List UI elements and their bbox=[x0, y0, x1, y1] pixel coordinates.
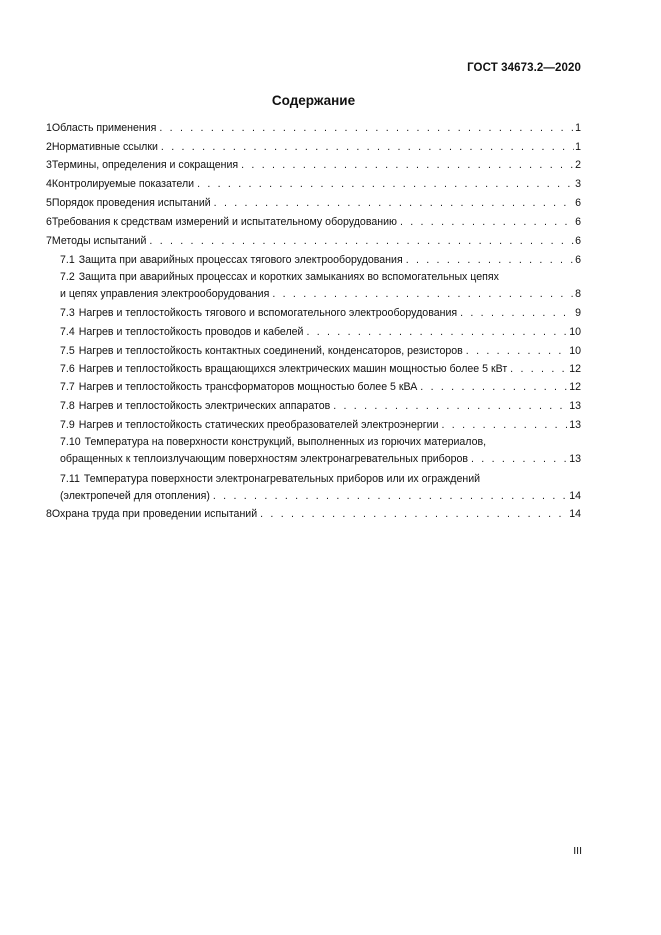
toc-entry[interactable] bbox=[46, 473, 581, 503]
toc-entry-title: Методы испытаний bbox=[51, 235, 147, 247]
toc-entry[interactable] bbox=[46, 122, 581, 135]
toc-entry[interactable] bbox=[46, 419, 581, 432]
toc-entry-number: 7.11 bbox=[60, 473, 80, 485]
toc-entry-page: 10 bbox=[569, 326, 581, 338]
toc-entry[interactable] bbox=[46, 400, 581, 413]
leader-dots bbox=[161, 141, 574, 154]
document-code: ГОСТ 34673.2—2020 bbox=[467, 62, 581, 74]
toc-entry-page: 14 bbox=[569, 508, 581, 520]
toc-entry-page: 1 bbox=[575, 122, 581, 134]
toc-entry-page: 3 bbox=[575, 178, 581, 190]
toc-entry-title-line1: Температура поверхности электронагревательных приборов или их ограждений bbox=[83, 473, 481, 485]
toc-entry-number: 7.6 bbox=[60, 363, 75, 375]
toc-entry[interactable] bbox=[46, 178, 581, 191]
toc-entry[interactable] bbox=[46, 381, 581, 394]
toc-entry-number: 7.1 bbox=[60, 254, 75, 266]
toc-entry[interactable] bbox=[46, 436, 581, 466]
toc-entry[interactable] bbox=[46, 235, 581, 248]
toc-entry[interactable] bbox=[46, 216, 581, 229]
toc-entry-number: 1 bbox=[46, 122, 52, 134]
toc-entry-number: 7.2 bbox=[60, 271, 75, 283]
toc-entry-number: 2 bbox=[46, 140, 52, 153]
toc-entry-page: 10 bbox=[569, 345, 581, 357]
toc-entry-title: Охрана труда при проведении испытаний bbox=[51, 508, 258, 520]
toc-entry-number: 7.7 bbox=[60, 381, 75, 393]
toc-entry-title: Нормативные ссылки bbox=[51, 140, 158, 153]
toc-entry-title: обращенных к теплоизлучающим поверхностям электронагревательных приборов bbox=[60, 453, 469, 465]
toc-entry-page: 6 bbox=[575, 197, 581, 209]
toc-entry-title: Нагрев и теплостойкость статических преобразователей электроэнергии bbox=[78, 419, 439, 431]
toc-entry[interactable] bbox=[46, 363, 581, 376]
leader-dots bbox=[406, 254, 574, 267]
toc-entry-title: Нагрев и теплостойкость вращающихся электрических машин мощностью более 5 кВт bbox=[78, 363, 508, 375]
toc-entry-number: 8 bbox=[46, 508, 52, 520]
toc-entry-number: 7.5 bbox=[60, 345, 75, 357]
leader-dots bbox=[241, 159, 574, 172]
toc-entry-page: 6 bbox=[575, 254, 581, 266]
toc-entry-page: 8 bbox=[575, 288, 581, 300]
toc-entry-page: 14 bbox=[569, 490, 581, 502]
toc-entry-title: и цепях управления электрооборудования bbox=[60, 288, 270, 300]
toc-entry[interactable] bbox=[46, 326, 581, 339]
page-number: III bbox=[573, 845, 582, 857]
leader-dots bbox=[306, 326, 568, 339]
toc-entry-page: 2 bbox=[575, 159, 581, 171]
toc-entry[interactable] bbox=[46, 345, 581, 358]
toc-entry-page: 1 bbox=[575, 140, 581, 153]
toc-entry-page: 12 bbox=[569, 381, 581, 393]
toc-entry[interactable] bbox=[46, 197, 581, 210]
leader-dots bbox=[460, 307, 574, 320]
leader-dots bbox=[149, 235, 574, 248]
leader-dots bbox=[272, 288, 574, 301]
toc-entry-number: 5 bbox=[46, 197, 52, 209]
toc-entry-number: 3 bbox=[46, 159, 52, 171]
toc-entry[interactable] bbox=[46, 159, 581, 172]
leader-dots bbox=[471, 453, 568, 466]
toc-entry-title: Нагрев и теплостойкость тягового и вспомогательного электрооборудования bbox=[78, 307, 458, 319]
toc-entry-title-line1: Защита при аварийных процессах и коротких замыканиях во вспомогательных цепях bbox=[78, 271, 499, 283]
toc-entry-page: 13 bbox=[569, 453, 581, 465]
toc-entry-page: 12 bbox=[569, 363, 581, 375]
toc-entry-title: Защита при аварийных процессах тягового электрооборудования bbox=[78, 254, 403, 266]
toc-entry[interactable] bbox=[46, 254, 581, 267]
toc-entry-page: 13 bbox=[569, 400, 581, 412]
toc-entry-title: Нагрев и теплостойкость трансформаторов мощностью более 5 кВА bbox=[78, 381, 418, 393]
toc-entry-title-line1: Температура на поверхности конструкций, выполненных из горючих материалов, bbox=[84, 436, 487, 448]
toc-entry-number: 7.9 bbox=[60, 419, 75, 431]
toc-entry[interactable] bbox=[46, 141, 581, 154]
toc-entry-page: 9 bbox=[575, 307, 581, 319]
leader-dots bbox=[420, 381, 568, 394]
toc-entry[interactable] bbox=[46, 271, 581, 301]
toc-entry-page: 6 bbox=[575, 235, 581, 247]
leader-dots bbox=[400, 216, 574, 229]
toc-entry-title: Порядок проведения испытаний bbox=[51, 197, 211, 209]
leader-dots bbox=[213, 490, 568, 503]
toc-entry-title: Нагрев и теплостойкость электрических аппаратов bbox=[78, 400, 331, 412]
leader-dots bbox=[197, 178, 574, 191]
leader-dots bbox=[260, 508, 568, 521]
toc-entry[interactable] bbox=[46, 508, 581, 521]
toc-entry-number: 4 bbox=[46, 178, 52, 190]
toc-entry-number: 7.4 bbox=[60, 326, 75, 338]
toc-entry-number: 7 bbox=[46, 235, 52, 247]
leader-dots bbox=[510, 363, 568, 376]
toc-entry-title: Требования к средствам измерений и испытательному оборудованию bbox=[51, 216, 397, 228]
toc-entry-title: Контролируемые показатели bbox=[51, 178, 195, 190]
leader-dots bbox=[333, 400, 568, 413]
leader-dots bbox=[214, 197, 574, 210]
toc-entry-title: Термины, определения и сокращения bbox=[51, 159, 239, 171]
leader-dots bbox=[466, 345, 568, 358]
toc-entry-title: Нагрев и теплостойкость проводов и кабелей bbox=[78, 326, 304, 338]
toc-entry-page: 6 bbox=[575, 216, 581, 228]
toc-title: Содержание bbox=[271, 93, 356, 108]
toc-entry-title: Нагрев и теплостойкость контактных соединений, конденсаторов, резисторов bbox=[78, 345, 463, 357]
leader-dots bbox=[159, 122, 574, 135]
toc-entry-title: Область применения bbox=[51, 122, 157, 134]
toc-entry-number: 7.10 bbox=[60, 436, 81, 448]
toc-entry-number: 7.3 bbox=[60, 307, 75, 319]
toc-entry-number: 7.8 bbox=[60, 400, 75, 412]
leader-dots bbox=[442, 419, 569, 432]
toc-entry[interactable] bbox=[46, 307, 581, 320]
toc-entry-title: (электропечей для отопления) bbox=[60, 490, 210, 502]
toc-entry-page: 13 bbox=[569, 419, 581, 431]
toc-entry-number: 6 bbox=[46, 216, 52, 228]
